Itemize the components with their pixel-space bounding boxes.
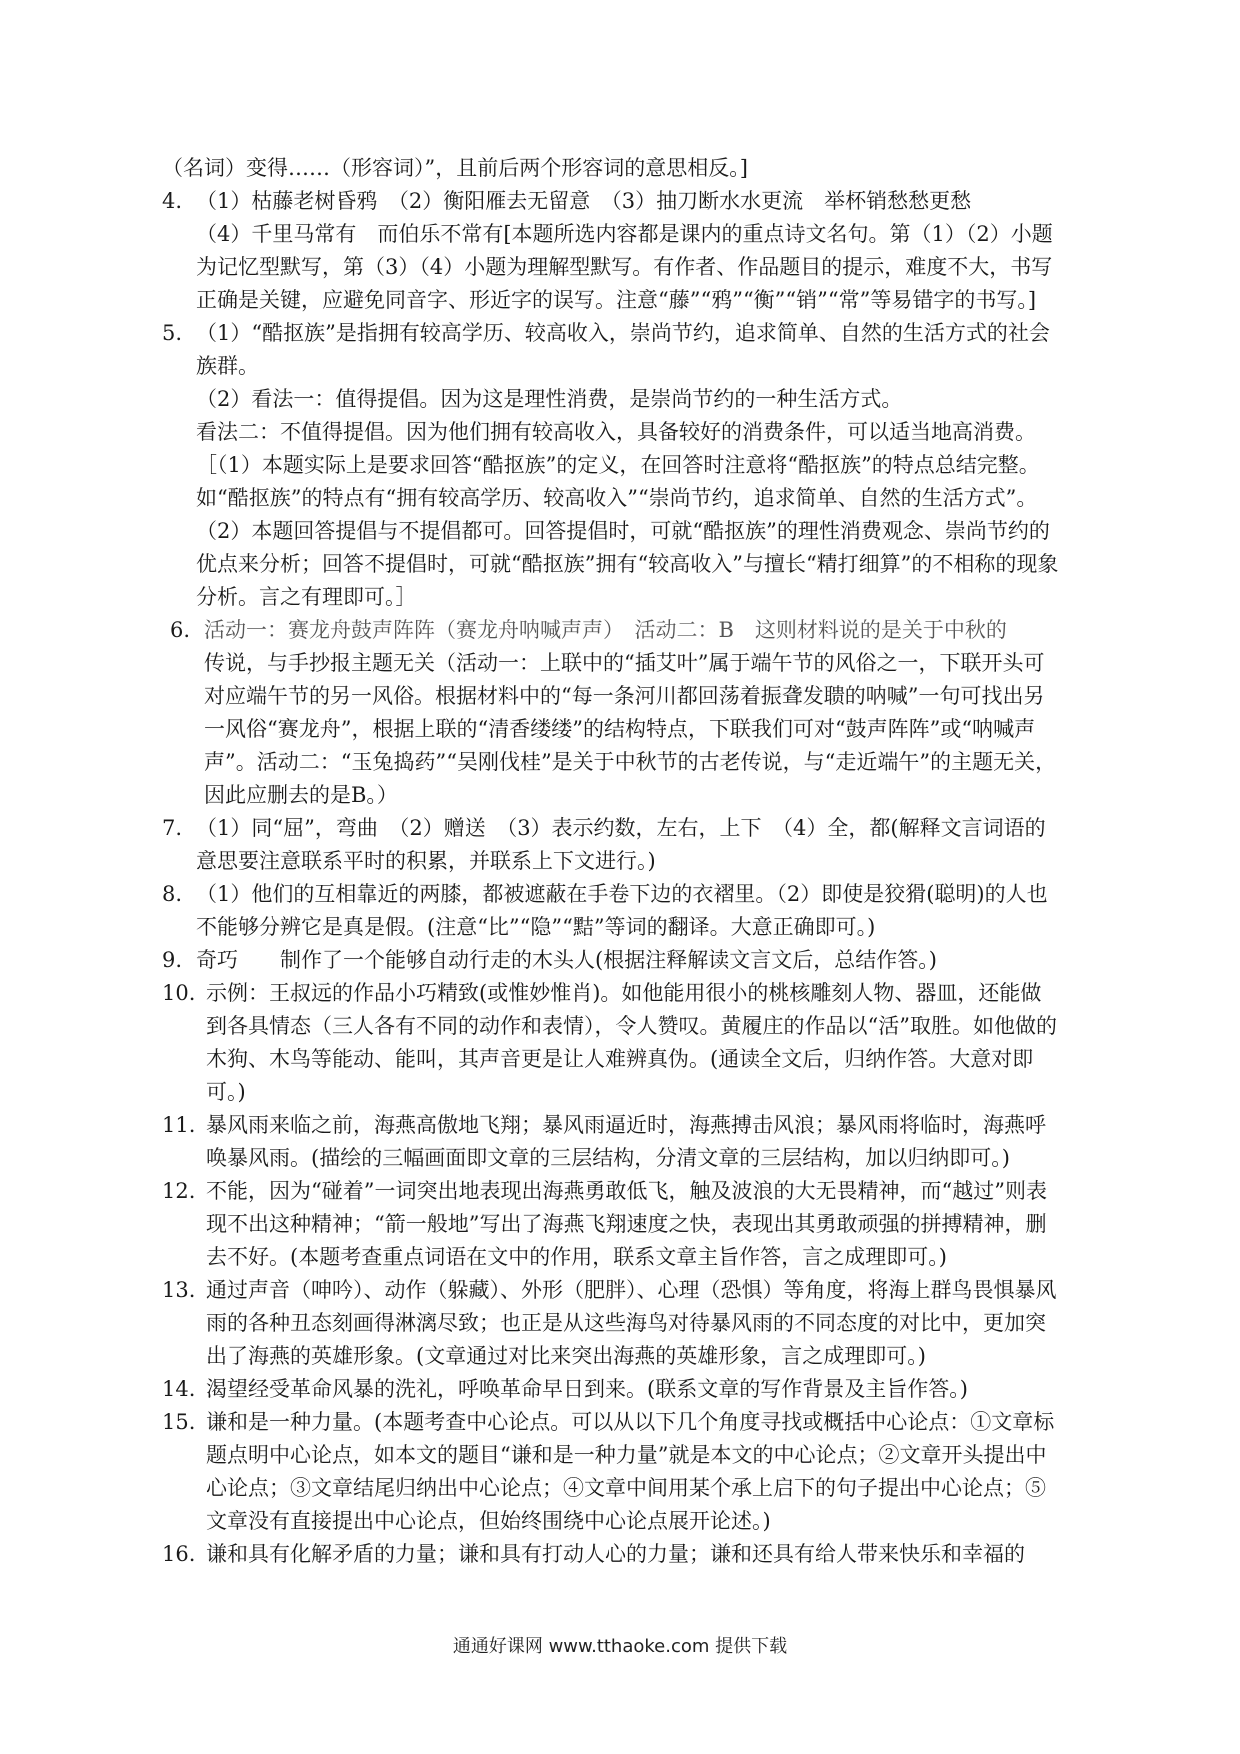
answer-text: 看法二：不值得提倡。因为他们拥有较高收入，具备较好的消费条件，可以适当地高消费。 — [196, 420, 1036, 444]
answer-body — [162, 152, 1062, 1571]
item-number: 4. — [162, 189, 183, 213]
answer-item-16 — [162, 1538, 1062, 1571]
answer-text: （1）他们的互相靠近的两膝，都被遮蔽在手卷下边的衣褶里。（2）即使是狡猾(聪明)的人也不能够分辨它是真是假。(注意“比”“隐”“黠”等词的翻译。大意正确即可。) — [196, 882, 1048, 939]
item-number: 5. — [162, 321, 183, 345]
item-number: 15. — [162, 1410, 196, 1434]
answer-text: 活动一：赛龙舟鼓声阵阵（赛龙舟呐喊声声） 活动二：B 这则材料说的是关于中秋的 — [204, 618, 1007, 642]
item-number: 13. — [162, 1278, 196, 1302]
item-number: 9. — [162, 948, 183, 972]
answer-item-14 — [162, 1373, 1062, 1406]
answer-item-11 — [162, 1109, 1062, 1175]
item-number: 11. — [162, 1113, 196, 1137]
answer-item-13 — [162, 1274, 1062, 1373]
answer-text: 奇巧 制作了一个能够自动行走的木头人(根据注释解读文言文后，总结作答。) — [196, 948, 937, 972]
answer-text: （1）同“屈”，弯曲 （2）赠送 （3）表示约数，左右，上下 （4）全，都(解释文言词语的意思要注意联系平时的积累，并联系上下文进行。) — [196, 816, 1046, 873]
answer-item-7 — [162, 812, 1062, 878]
item-number: 12. — [162, 1179, 196, 1203]
answer-item-15 — [162, 1406, 1062, 1538]
answer-text: 渴望经受革命风暴的洗礼，呼唤革命早日到来。(联系文章的写作背景及主旨作答。) — [206, 1377, 968, 1401]
item-number: 16. — [162, 1542, 196, 1566]
answer-text: （1）“酷抠族”是指拥有较高学历、较高收入，崇尚节约，追求简单、自然的生活方式的社会族群。 — [196, 321, 1050, 378]
item-number: 10. — [162, 981, 196, 1005]
answer-item-9 — [162, 944, 1062, 977]
answer-explanation: 传说，与手抄报主题无关（活动一：上联中的“插艾叶”属于端午节的风俗之一，下联开头可对应端午节的另一风俗。根据材料中的“每一条河川都回荡着振聋发聩的呐喊”一句可找出另一风俗“赛龙舟”，根据上联的“清香缕缕”的结构特点，下联我们可对“鼓声阵阵”或“呐喊声声”。活动二：“玉兔捣药”“吴刚伐桂”是关于中秋节的古老传说，与“走近端午”的主题无关，因此应删去的是B。） — [204, 651, 1057, 807]
item-number: 14. — [162, 1377, 196, 1401]
answer-item-6 — [170, 614, 1062, 812]
answer-explanation: ［（1）本题实际上是要求回答“酷抠族”的定义，在回答时注意将“酷抠族”的特点总结完整。如“酷抠族”的特点有“拥有较高学历、较高收入”“崇尚节约，追求简单、自然的生活方式”。（2）本题回答提倡与不提倡都可。回答提倡时，可就“酷抠族”的理性消费观念、崇尚节约的优点来分析；回答不提倡时，可就“酷抠族”拥有“较高收入”与擅长“精打细算”的不相称的现象分析。言之有理即可。］ — [196, 453, 1059, 609]
item-number: 7. — [162, 816, 183, 840]
item-number: 6. — [170, 618, 191, 642]
answer-item-12 — [162, 1175, 1062, 1274]
answer-text: 谦和具有化解矛盾的力量；谦和具有打动人心的力量；谦和还具有给人带来快乐和幸福的 — [206, 1542, 1025, 1566]
answer-item-8 — [162, 878, 1062, 944]
answer-text: （2）看法一：值得提倡。因为这是理性消费，是崇尚节约的一种生活方式。 — [196, 387, 903, 411]
answer-text: 不能，因为“碰着”一词突出地表现出海燕勇敢低飞，触及波浪的大无畏精神，而“越过”则表现不出这种精神；“箭一般地”写出了海燕飞翔速度之快，表现出其勇敢顽强的拼搏精神，删去不好。(本题考查重点词语在文中的作用，联系文章主旨作答，言之成理即可。) — [206, 1179, 1047, 1269]
page-footer: 通通好课网 www.tthaoke.com 提供下载 — [452, 1636, 788, 1657]
answer-text: 通过声音（呻吟）、动作（躲藏）、外形（肥胖）、心理（恐惧）等角度，将海上群鸟畏惧暴风雨的各种丑态刻画得淋漓尽致；也正是从这些海鸟对待暴风雨的不同态度的对比中，更加突出了海燕的英雄形象。(文章通过对比来突出海燕的英雄形象，言之成理即可。) — [206, 1278, 1057, 1368]
answer-item-5 — [162, 317, 1062, 614]
answer-text: （4）千里马常有 而伯乐不常有[本题所选内容都是课内的重点诗文名句。第（1）（2）小题为记忆型默写，第（3）（4）小题为理解型默写。有作者、作品题目的提示，难度不大，书写正确是关键，应避免同音字、形近字的误写。注意“藤”“鸦”“衡”“销”“常”等易错字的书写。] — [196, 222, 1053, 312]
continued-line: （名词）变得……（形容词）”，且前后两个形容词的意思相反。] — [162, 156, 748, 180]
answer-item-4 — [162, 185, 1062, 317]
answer-text: 谦和是一种力量。(本题考查中心论点。可以从以下几个角度寻找或概括中心论点：①文章标题点明中心论点，如本文的题目“谦和是一种力量”就是本文的中心论点；②文章开头提出中心论点；③文章结尾归纳出中心论点；④文章中间用某个承上启下的句子提出中心论点；⑤文章没有直接提出中心论点，但始终围绕中心论点展开论述。) — [206, 1410, 1055, 1533]
answer-text: （1）枯藤老树昏鸦 （2）衡阳雁去无留意 （3）抽刀断水水更流 举杯销愁愁更愁 — [196, 189, 972, 213]
item-number: 8. — [162, 882, 183, 906]
answer-item-10 — [162, 977, 1062, 1109]
answer-text: 示例：王叔远的作品小巧精致(或惟妙惟肖)。如他能用很小的桃核雕刻人物、器皿，还能做到各具情态（三人各有不同的动作和表情），令人赞叹。黄履庄的作品以“活”取胜。如他做的木狗、木鸟等能动、能叫，其声音更是让人难辨真伪。(通读全文后，归纳作答。大意对即可。) — [206, 981, 1057, 1104]
answer-text: 暴风雨来临之前，海燕高傲地飞翔；暴风雨逼近时，海燕搏击风浪；暴风雨将临时，海燕呼唤暴风雨。(描绘的三幅画面即文章的三层结构，分清文章的三层结构，加以归纳即可。) — [206, 1113, 1046, 1170]
